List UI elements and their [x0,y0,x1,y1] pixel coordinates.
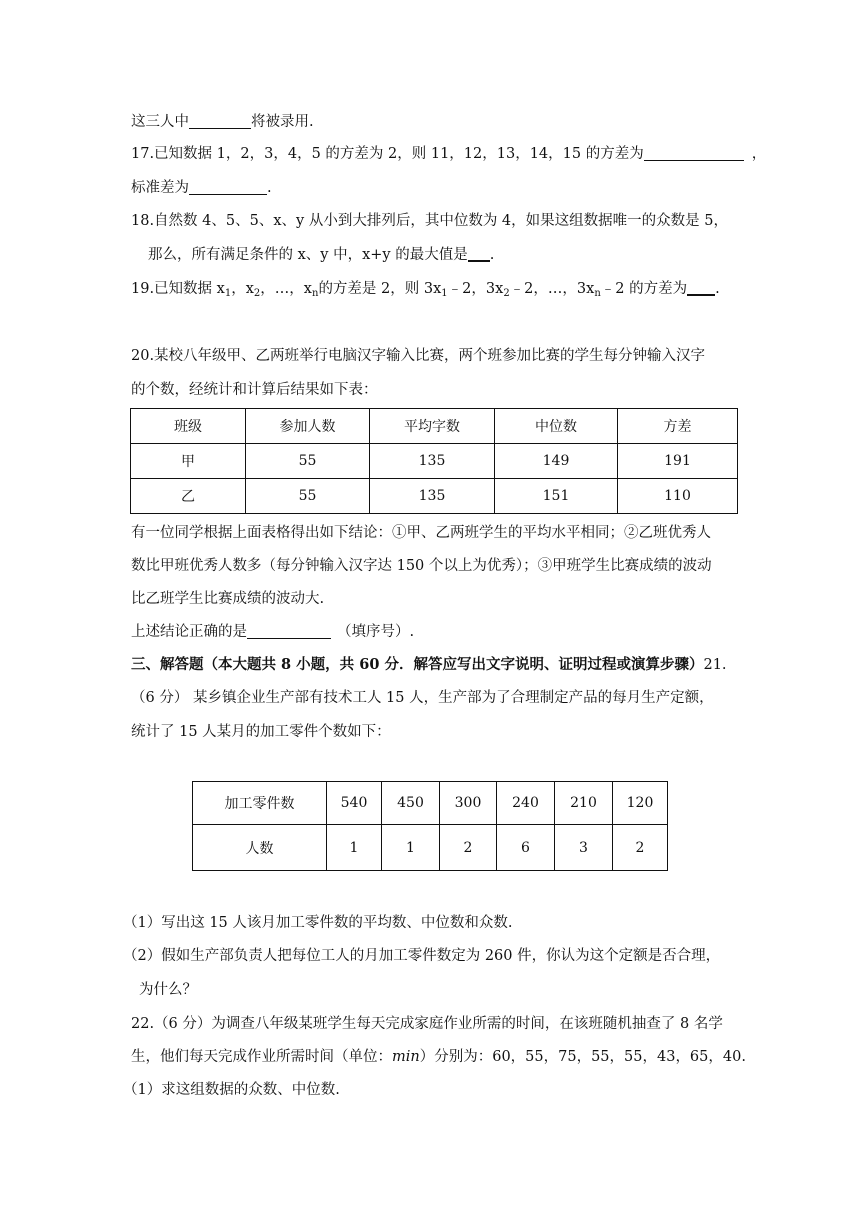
q22-part1: （1）求这组数据的众数、中位数. [123,1082,340,1098]
table-cell: 1 [382,825,440,871]
table-cell: 甲 [131,444,246,479]
table-row [193,825,668,871]
table-cell: 149 [495,444,618,479]
table-cell: 135 [370,444,495,479]
table-cell: 450 [382,782,440,825]
q21-part2-line2: 为什么？ [139,982,197,998]
answer-blank [189,179,267,195]
table-cell: 191 [618,444,738,479]
table-cell: 1 [327,825,382,871]
table-cell: 110 [618,479,738,514]
table-cell: 乙 [131,479,246,514]
table-cell: 2 [613,825,668,871]
table-cell: 151 [495,479,618,514]
table-header-cell: 平均字数 [370,409,495,444]
answer-blank [189,113,251,129]
section-heading: 三、解答题（本大题共 8 小题，共 60 分．解答应写出文字说明、证明过程或演算步骤）21. [131,656,727,673]
table-cell: 540 [327,782,382,825]
q16-line: 这三人中 将被录用. [131,114,314,130]
q18-line1: 18.自然数 4、5、5、x、y 从小到大排列后，其中位数为 4，如果这组数据唯一的众数是 5， [131,213,728,229]
q20-table [130,408,738,514]
table-cell: 2 [440,825,497,871]
unit-min: min [392,1049,420,1065]
table-cell: 人数 [193,825,327,871]
table-row [131,444,738,479]
table-cell: 300 [440,782,497,825]
table-row [131,479,738,514]
table-cell: 55 [246,444,370,479]
answer-blank [687,279,715,296]
answer-blank [468,245,490,262]
q17-line2: 标准差为 . [131,180,272,196]
q21-part1: （1）写出这 15 人该月加工零件数的平均数、中位数和众数. [123,915,513,931]
q19-line: 19.已知数据 $x_1$，$x_2$，…，$x_n$的方差是 2，则 $3x_1﹣2$，$3x_2﹣2$，…，$3x_n﹣2$ 的方差为 . [131,281,720,299]
table-header-row [131,409,738,444]
q20-line1: 20.某校八年级甲、乙两班举行电脑汉字输入比赛，两个班参加比赛的学生每分钟输入汉字 [131,348,706,364]
table-cell: 240 [497,782,555,825]
answer-blank [644,145,744,161]
table-cell: 加工零件数 [193,782,327,825]
q21-table [192,781,668,871]
q21-line3: 统计了 15 人某月的加工零件个数如下： [131,724,391,740]
table-row [193,782,668,825]
table-cell: 6 [497,825,555,871]
table-cell: 135 [370,479,495,514]
table-cell: 120 [613,782,668,825]
q21-line2: （6 分） 某乡镇企业生产部有技术工人 15 人，生产部为了合理制定产品的每月生产定额， [131,690,714,706]
table-header-cell: 参加人数 [246,409,370,444]
table-header-cell: 中位数 [495,409,618,444]
q17-line1: 17.已知数据 1，2，3，4，5 的方差为 2，则 11，12，13，14，15 的方差为 ， [131,146,767,162]
q20-line2: 的个数，经统计和计算后结果如下表： [131,382,378,398]
q22-line1: 22.（6 分）为调查八年级某班学生每天完成家庭作业所需的时间，在该班随机抽查了 8 名学 [131,1016,723,1032]
table-cell: 210 [555,782,613,825]
q18-line2: 那么，所有满足条件的 x、y 中，x+y 的最大值是 . [148,247,495,263]
answer-blank [247,623,331,639]
q21-part2-line1: （2）假如生产部负责人把每位工人的月加工零件数定为 260 件，你认为这个定额是否合理， [123,948,721,964]
q20-conclusion-3: 比乙班学生比赛成绩的波动大. [131,591,325,607]
q20-conclusion-2: 数比甲班优秀人数多（每分钟输入汉字达 150 个以上为优秀）；③甲班学生比赛成绩的波动 [131,558,712,574]
q20-conclusion-1: 有一位同学根据上面表格得出如下结论：①甲、乙两班学生的平均水平相同；②乙班优秀人 [131,525,711,541]
q22-line2: 生，他们每天完成作业所需时间（单位：min）分别为：60，55，75，55，55，43，65，40. [131,1049,746,1065]
table-cell: 55 [246,479,370,514]
table-cell: 3 [555,825,613,871]
table-header-cell: 班级 [131,409,246,444]
table-header-cell: 方差 [618,409,738,444]
q20-answer-line: 上述结论正确的是 （填序号）. [131,624,415,640]
